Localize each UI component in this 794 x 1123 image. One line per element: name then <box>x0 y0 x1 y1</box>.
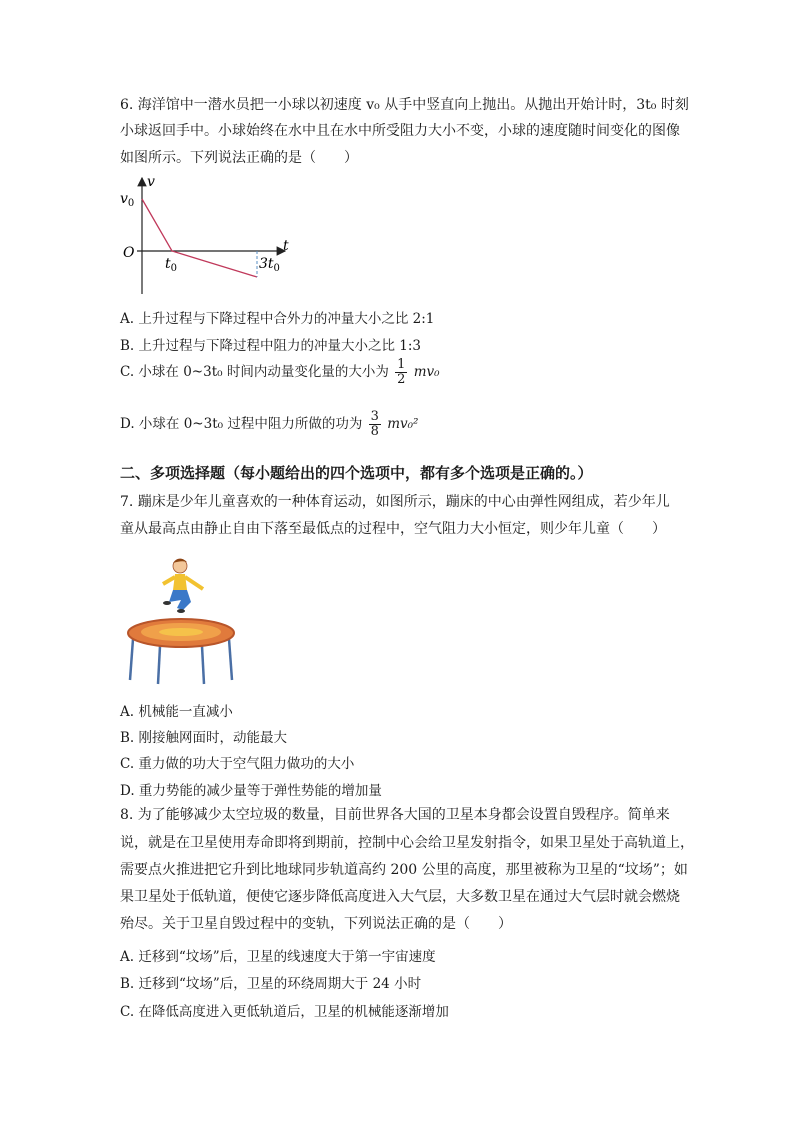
label-origin: O <box>123 245 135 261</box>
label-t-axis: t <box>283 238 289 254</box>
q7-option-d: D. 重力势能的减少量等于弹性势能的增加量 <box>120 783 382 799</box>
label-v-axis: v <box>147 174 155 190</box>
q6-option-c-text: C. 小球在 0~3t₀ 时间内动量变化量的大小为 <box>120 364 389 380</box>
q6-option-a: A. 上升过程与下降过程中合外力的冲量大小之比 2:1 <box>120 311 435 327</box>
q6-option-c-mv0: mv₀ <box>413 364 440 380</box>
q6-option-d-text: D. 小球在 0~3t₀ 过程中阻力所做的功为 <box>120 416 363 432</box>
q8-stem-line-1: 8. 为了能够减少太空垃圾的数量，目前世界各大国的卫星本身都会设置自毁程序。简单来 <box>120 807 670 823</box>
q8-stem-line-4: 果卫星处于低轨道，便使它逐步降低高度进入大气层，大多数卫星在通过大气层时就会燃烧 <box>120 889 680 905</box>
q8-option-c: C. 在降低高度进入更低轨道后，卫星的机械能逐渐增加 <box>120 1004 449 1020</box>
q7-option-c: C. 重力做的功大于空气阻力做功的大小 <box>120 756 355 772</box>
velocity-time-graph <box>115 172 300 302</box>
trampoline-illustration <box>125 556 240 686</box>
q7-option-b: B. 刚接触网面时，动能最大 <box>120 730 288 746</box>
v-t-line <box>142 199 257 277</box>
q8-stem-line-5: 殆尽。关于卫星自毁过程中的变轨，下列说法正确的是（ ） <box>120 916 512 932</box>
q8-stem-line-2: 说，就是在卫星使用寿命即将到期前，控制中心会给卫星发射指令，如果卫星处于高轨道上， <box>120 835 694 851</box>
fraction-one-half: $\frac{1}{2}$ <box>397 357 406 387</box>
q8-option-b: B. 迁移到“坟场”后，卫星的环绕周期大于 24 小时 <box>120 976 422 992</box>
q6-option-d-mv0sq: mv₀² <box>387 416 419 432</box>
q7-stem-line-1: 7. 蹦床是少年儿童喜欢的一种体育运动，如图所示，蹦床的中心由弹性网组成，若少年儿 <box>120 494 670 510</box>
fraction-three-eighths: $\frac{3}{8}$ <box>370 409 379 439</box>
label-v0: $v_0$ <box>120 191 135 209</box>
q6-option-c <box>120 358 440 387</box>
label-3t0: $3t_0$ <box>259 256 280 274</box>
q8-option-a: A. 迁移到“坟场”后，卫星的线速度大于第一宇宙速度 <box>120 949 436 965</box>
q6-option-d <box>120 410 418 439</box>
q7-option-a: A. 机械能一直减小 <box>120 704 233 720</box>
section-2-heading: 二、多项选择题（每小题给出的四个选项中，都有多个选项是正确的。） <box>120 464 593 482</box>
q6-option-b: B. 上升过程与下降过程中阻力的冲量大小之比 1:3 <box>120 338 422 354</box>
q6-stem-line-3: 如图所示。下列说法正确的是（ ） <box>120 150 358 166</box>
label-t0: $t_0$ <box>165 256 178 274</box>
q6-stem-line-2: 小球返回手中。小球始终在水中且在水中所受阻力大小不变，小球的速度随时间变化的图像 <box>120 123 680 139</box>
q7-stem-line-2: 童从最高点由静止自由下落至最低点的过程中，空气阻力大小恒定，则少年儿童（ ） <box>120 521 666 537</box>
q8-stem-line-3: 需要点火推进把它升到比地球同步轨道高约 200 公里的高度，那里被称为卫星的“坟场”；如 <box>120 862 688 878</box>
q6-stem-line-1: 6. 海洋馆中一潜水员把一小球以初速度 v₀ 从手中竖直向上抛出。从抛出开始计时，3t₀ 时刻 <box>120 97 689 113</box>
